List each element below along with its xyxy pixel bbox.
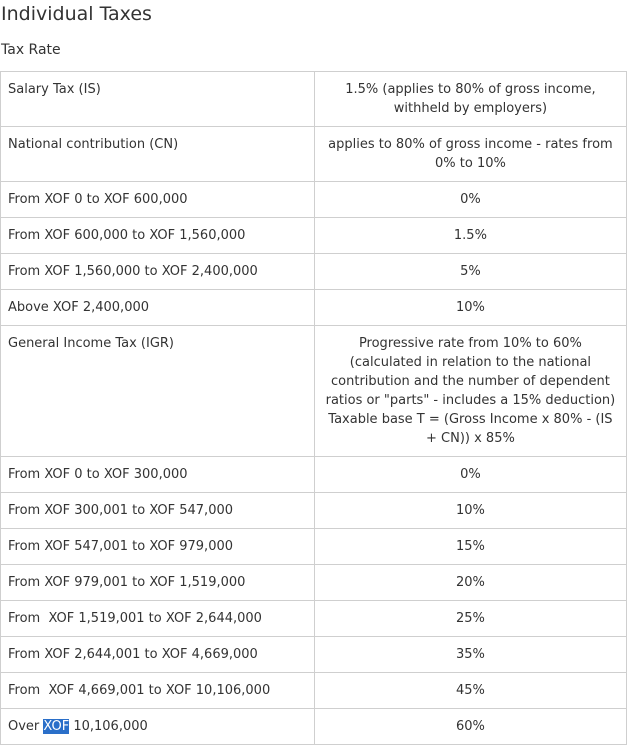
table-row <box>1 601 627 637</box>
row-label-prefix: Over <box>8 719 44 734</box>
row-label: From XOF 0 to XOF 300,000 <box>1 457 315 493</box>
row-value: 10% <box>314 493 626 529</box>
row-label: From XOF 0 to XOF 600,000 <box>1 182 315 218</box>
table-row <box>1 565 627 601</box>
row-value-formula: Taxable base T = (Gross Income x 80% - (IS + CN)) x 85% <box>328 412 613 446</box>
row-value: 25% <box>314 601 626 637</box>
row-value: 0% <box>314 457 626 493</box>
row-label: From XOF 1,519,001 to XOF 2,644,000 <box>1 601 315 637</box>
row-value: 60% <box>314 709 626 745</box>
row-value: 1.5% (applies to 80% of gross income, withheld by employers) <box>314 72 626 127</box>
row-label: From XOF 600,000 to XOF 1,560,000 <box>1 218 315 254</box>
table-row <box>1 182 627 218</box>
row-value: 20% <box>314 565 626 601</box>
table-row <box>1 218 627 254</box>
row-label: From XOF 300,001 to XOF 547,000 <box>1 493 315 529</box>
row-value: 15% <box>314 529 626 565</box>
row-value: 5% <box>314 254 626 290</box>
table-row <box>1 529 627 565</box>
table-row <box>1 673 627 709</box>
row-value <box>314 326 626 457</box>
table-row <box>1 326 627 457</box>
page-title: Individual Taxes <box>1 3 152 25</box>
row-value: 0% <box>314 182 626 218</box>
table-row <box>1 493 627 529</box>
row-value-description: Progressive rate from 10% to 60% (calculated in relation to the national contribution and the number of dependent ratios or "parts" - includes a 15% deduction) <box>325 336 616 408</box>
row-label: Salary Tax (IS) <box>1 72 315 127</box>
section-title: Tax Rate <box>1 42 61 58</box>
row-label: From XOF 547,001 to XOF 979,000 <box>1 529 315 565</box>
table-row <box>1 290 627 326</box>
table-row <box>1 457 627 493</box>
row-label: From XOF 4,669,001 to XOF 10,106,000 <box>1 673 315 709</box>
table-row <box>1 709 627 745</box>
row-label: General Income Tax (IGR) <box>1 326 315 457</box>
row-label-suffix: 10,106,000 <box>69 719 148 734</box>
row-label: Above XOF 2,400,000 <box>1 290 315 326</box>
table-row <box>1 127 627 182</box>
row-label <box>1 709 315 745</box>
row-value: 45% <box>314 673 626 709</box>
row-value: 35% <box>314 637 626 673</box>
row-value: 10% <box>314 290 626 326</box>
tax-rate-table <box>0 71 627 745</box>
table-row <box>1 72 627 127</box>
table-row <box>1 637 627 673</box>
row-value: applies to 80% of gross income - rates from 0% to 10% <box>314 127 626 182</box>
table-row <box>1 254 627 290</box>
row-value: 1.5% <box>314 218 626 254</box>
row-label: National contribution (CN) <box>1 127 315 182</box>
selected-text-highlight[interactable]: XOF <box>43 719 70 734</box>
row-label: From XOF 979,001 to XOF 1,519,000 <box>1 565 315 601</box>
row-label: From XOF 2,644,001 to XOF 4,669,000 <box>1 637 315 673</box>
row-label: From XOF 1,560,000 to XOF 2,400,000 <box>1 254 315 290</box>
